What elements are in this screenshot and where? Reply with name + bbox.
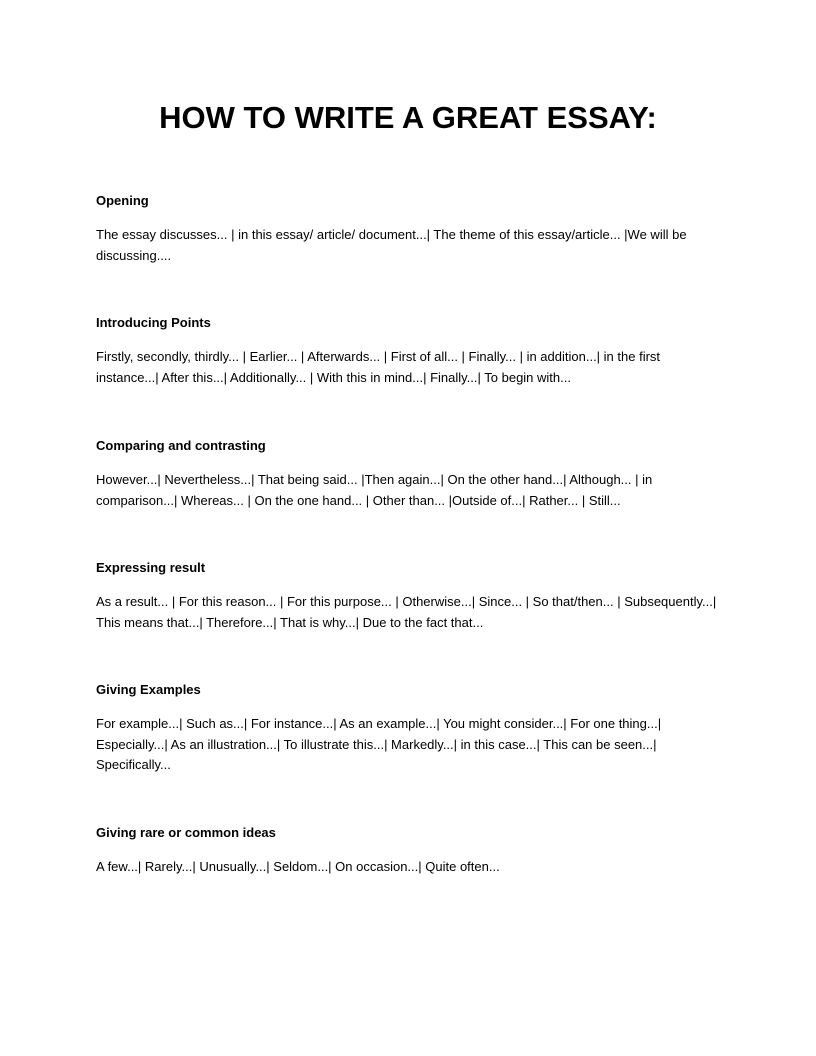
section-body: As a result... | For this reason... | For this purpose... | Otherwise...| Since... | So that/then... | Subsequently...| This means that...| Therefore...| That is why...| Due to the fact that... — [96, 594, 717, 630]
document-title: HOW TO WRITE A GREAT ESSAY: — [159, 100, 657, 135]
section-heading: Introducing Points — [96, 315, 211, 330]
section-heading: Giving Examples — [96, 682, 201, 697]
section-body: For example...| Such as...| For instance...| As an example...| You might consider...| For one thing...| Especially...| As an illustration...| To illustrate this...| Markedly...| in this case...| This can be seen...| Specifically... — [96, 716, 662, 772]
section-giving-examples — [96, 680, 720, 776]
section-heading: Expressing result — [96, 560, 206, 575]
section-comparing-contrasting — [96, 436, 720, 511]
section-body: The essay discusses... | in this essay/ article/ document...| The theme of this essay/article... |We will be discussing.... — [96, 227, 687, 263]
section-expressing-result — [96, 558, 720, 633]
section-rare-common-ideas — [96, 823, 720, 878]
section-introducing-points — [96, 313, 720, 388]
section-opening — [96, 191, 720, 266]
section-body: A few...| Rarely...| Unusually...| Seldom...| On occasion...| Quite often... — [96, 859, 500, 874]
section-heading: Opening — [96, 193, 149, 208]
section-heading: Giving rare or common ideas — [96, 825, 276, 840]
section-heading: Comparing and contrasting — [96, 438, 266, 453]
section-body: However...| Nevertheless...| That being said... |Then again...| On the other hand...| Although... | in comparison...| Whereas... | On the one hand... | Other than... |Outside of...| Rather... | Still... — [96, 472, 653, 508]
section-body: Firstly, secondly, thirdly... | Earlier... | Afterwards... | First of all... | Finally... | in addition...| in the first instance...| After this...| Additionally... | With this in mind...| Finally...| To begin with... — [96, 349, 661, 385]
